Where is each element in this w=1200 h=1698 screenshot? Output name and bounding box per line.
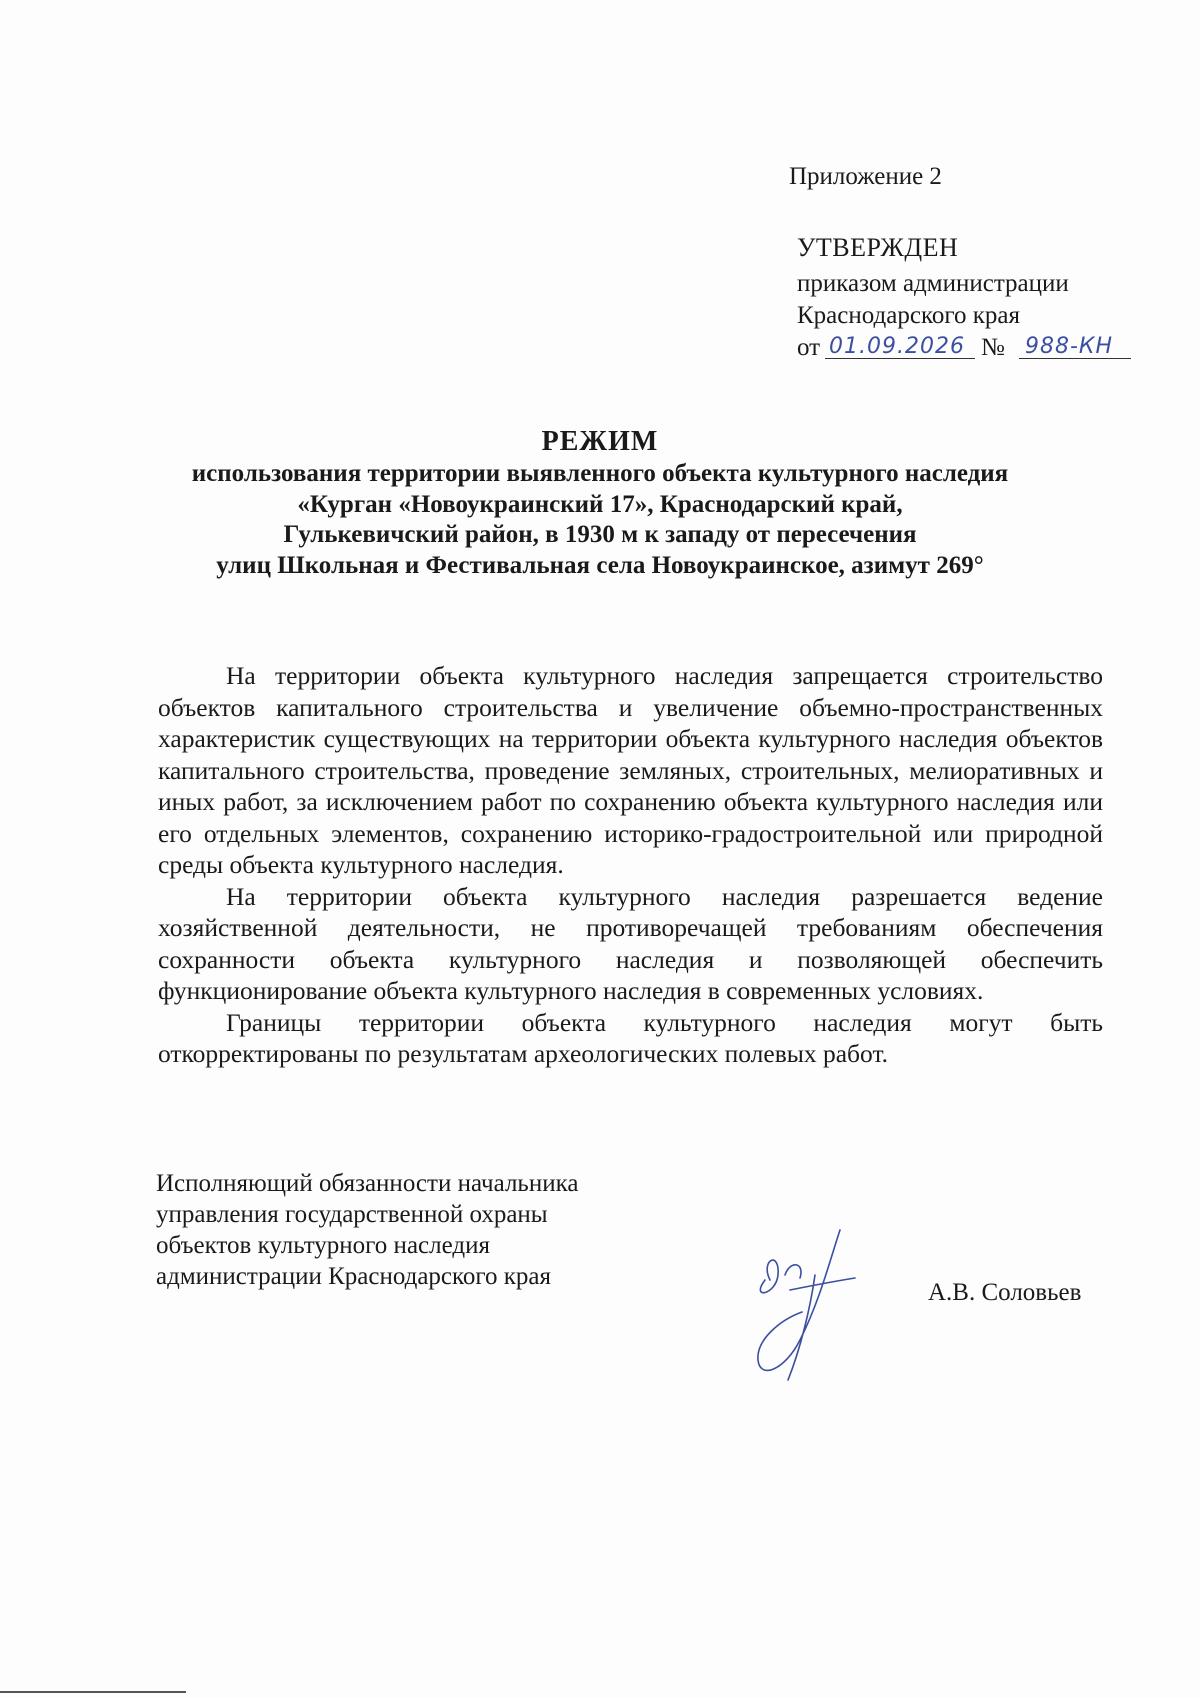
signatory-title-block: [156, 1168, 578, 1292]
signatory-line-1: Исполняющий обязанности начальника: [156, 1170, 579, 1197]
body-paragraph-2: На территории объекта культурного наследия разрешается ведение хозяйственной деятельности, не противоречащей требованиям обеспечения сохранности объекта культурного наследия и позволяющей обеспечить функционирование объекта культурного наследия в современных условиях.: [158, 881, 1103, 1005]
title-line-3: Гулькевичский район, в 1930 м к западу от пересечения: [283, 521, 917, 548]
handwritten-date: 01.09.2026: [829, 334, 965, 359]
appendix-label: Приложение 2: [789, 163, 942, 190]
signatory-line-2: управления государственной охраны: [156, 1201, 548, 1228]
approval-block: [797, 232, 1114, 368]
title-line-2: «Курган «Новоукраинский 17», Краснодарский край,: [297, 490, 903, 518]
title-line-1: использования территории выявленного объекта культурного наследия: [191, 460, 1009, 487]
body-paragraph-1: На территории объекта культурного наследия запрещается строительство объектов капитального строительства и увеличение объемно-пространственных характеристик существующих на территории объекта культурного наследия объектов капитального строительства, проведение земляных, строительных, мелиоративных и иных работ, за исключением работ по сохранению объекта культурного наследия или его отдельных элементов, сохранению историко-градостроительной или природной среды объекта культурного наследия.: [158, 661, 1103, 879]
body-paragraph-3: Границы территории объекта культурного наследия могут быть откорректированы по результатам археологических полевых работ.: [158, 1007, 1103, 1068]
signatory-line-4: администрации Краснодарского края: [156, 1263, 552, 1290]
handwritten-signature: [730, 1220, 870, 1390]
approved-by-line1: приказом администрации: [797, 270, 1069, 297]
signatory-line-3: объектов культурного наследия: [156, 1232, 490, 1259]
handwritten-number: 988-КН: [1025, 334, 1114, 359]
approved-by-line2: Краснодарского края: [797, 302, 1020, 329]
order-date-number-row: [797, 332, 1114, 368]
title-line-4: улиц Школьная и Фестивальная села Новоукраинское, азимут 269°: [216, 551, 984, 579]
approved-heading: УТВЕРЖДЕН: [797, 233, 959, 262]
document-title: РЕЖИМ: [541, 426, 659, 457]
signatory-name: А.В. Соловьев: [928, 1279, 1082, 1306]
number-label: №: [981, 334, 1005, 361]
document-body: [158, 660, 1103, 1070]
from-label: от: [797, 334, 821, 361]
document-title-block: [150, 425, 1050, 581]
footer-rule: [0, 1691, 186, 1693]
